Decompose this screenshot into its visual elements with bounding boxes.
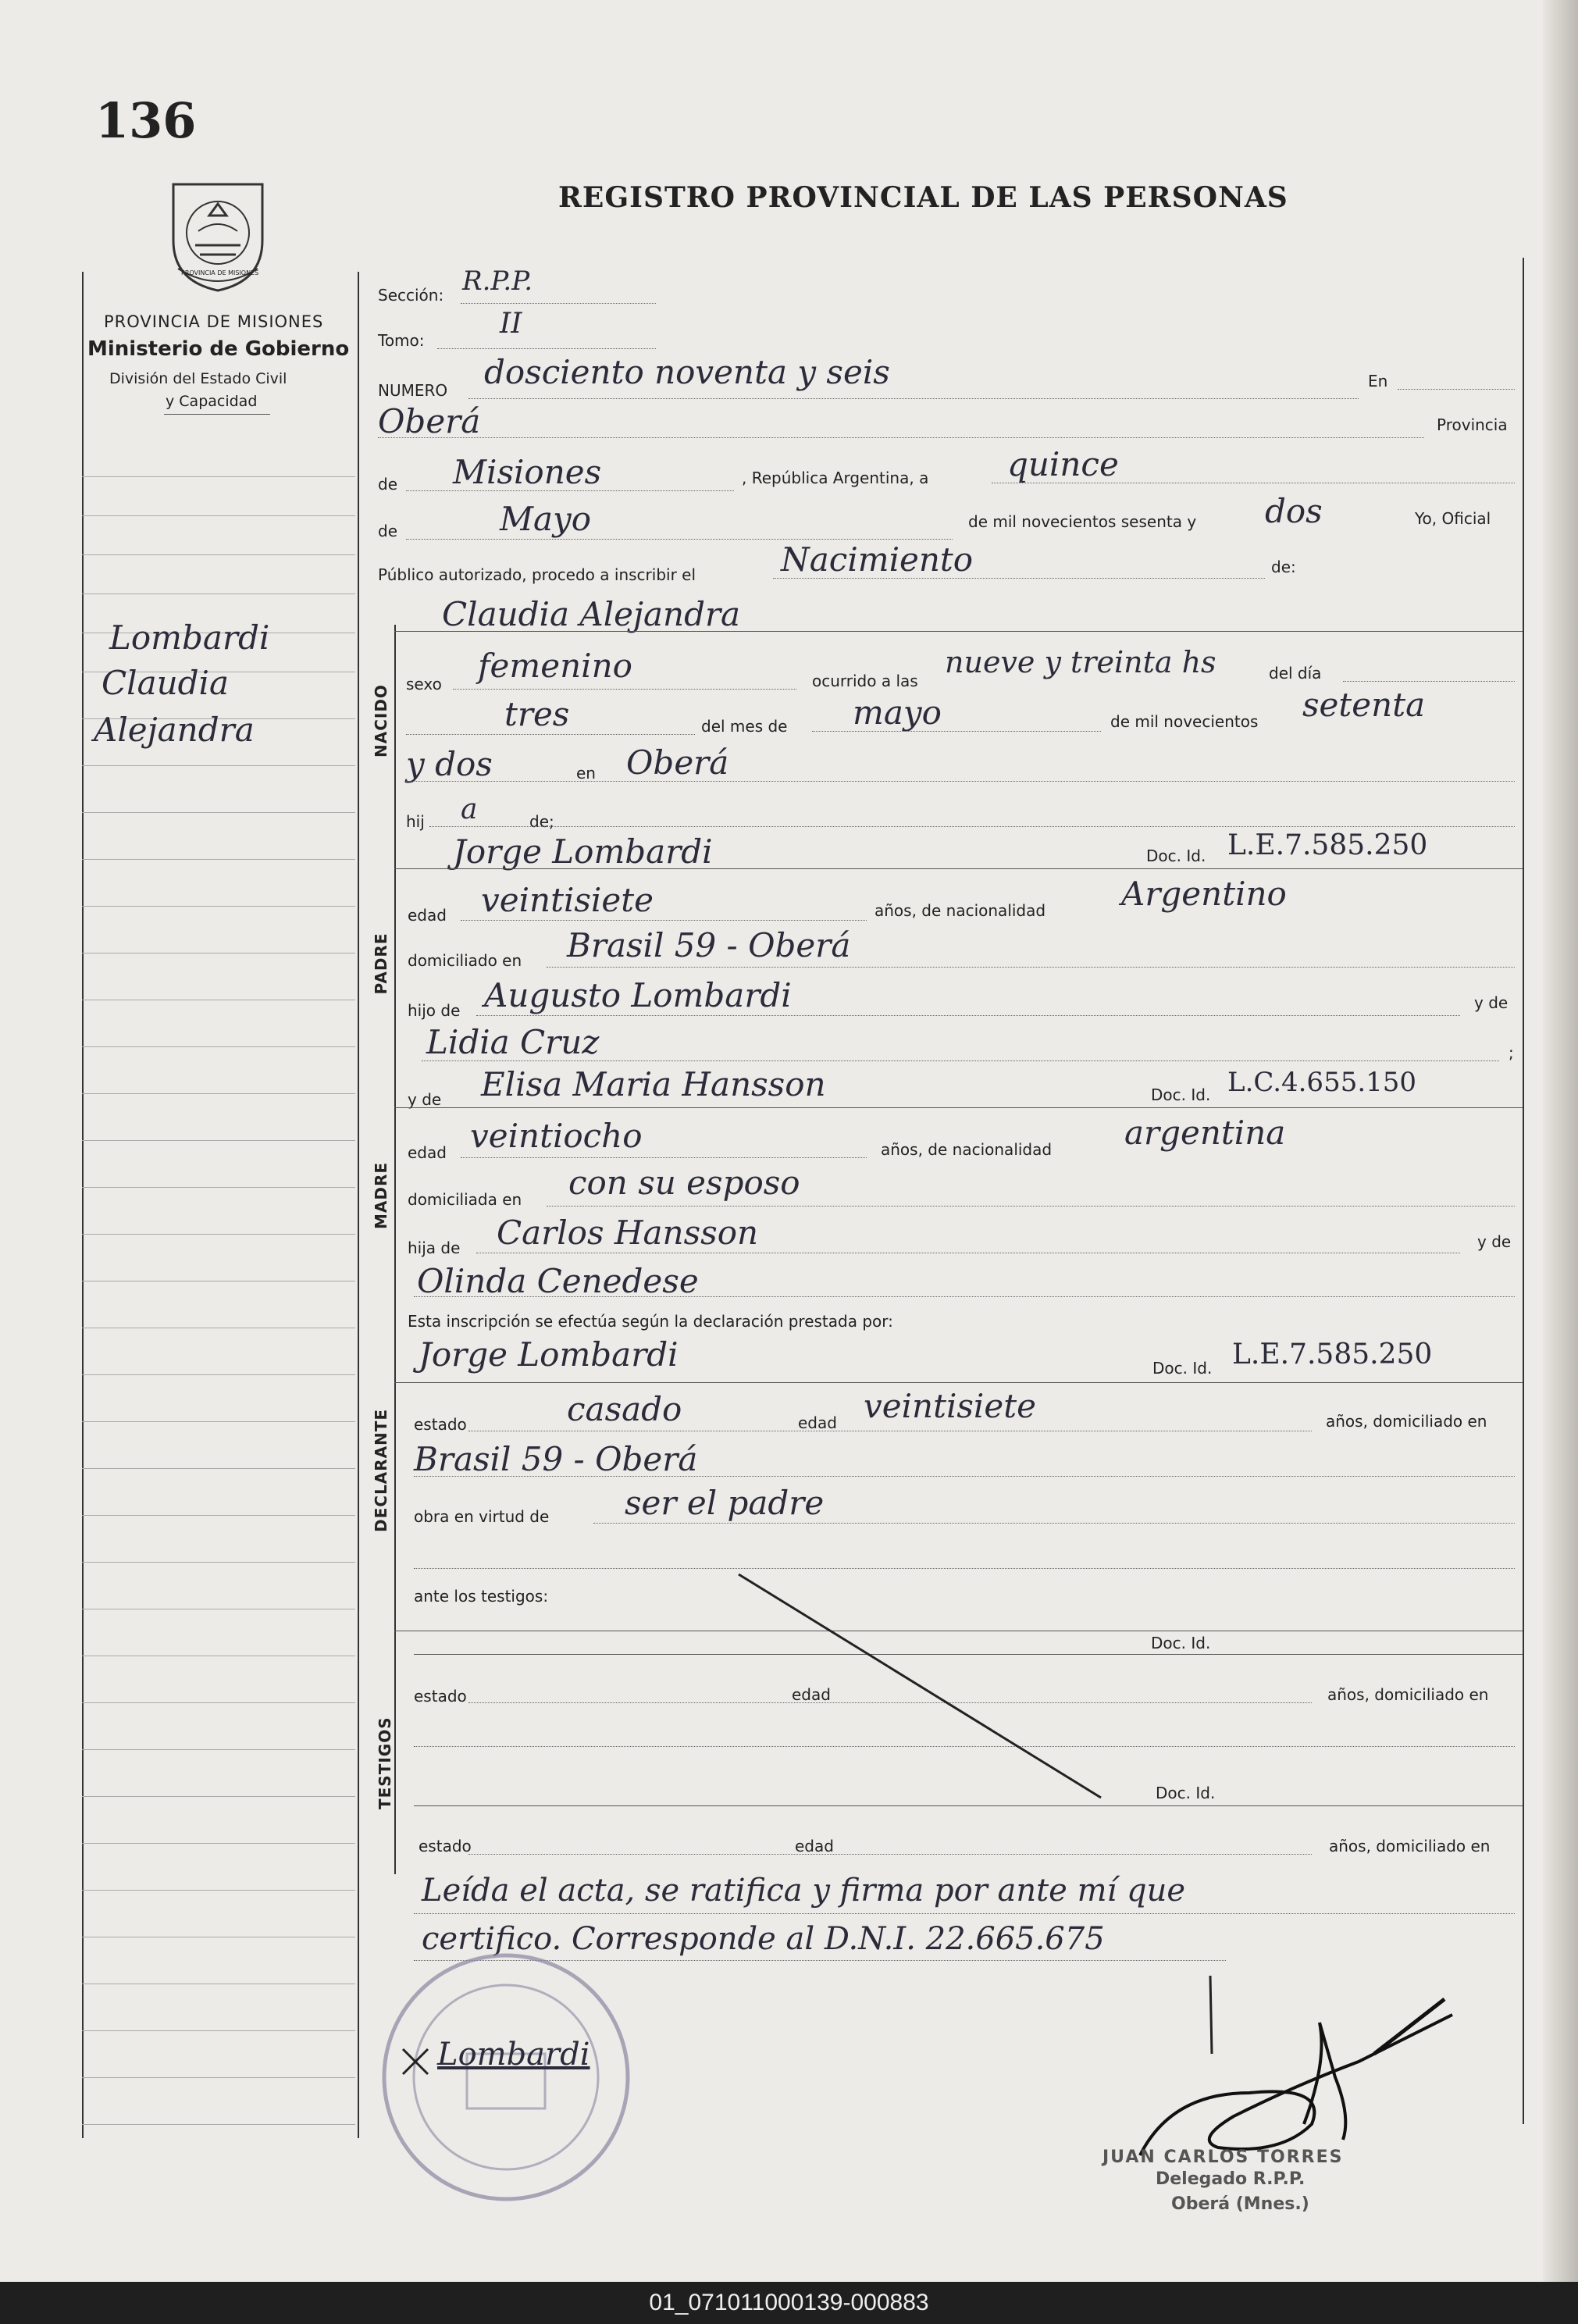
doc-id-label-3: Doc. Id.	[1152, 1359, 1213, 1378]
edad-label-decl: edad	[798, 1413, 837, 1432]
madre-nacionalidad: argentina	[1124, 1114, 1286, 1152]
de-semi-label: de;	[529, 812, 554, 831]
edad-label-madre: edad	[408, 1143, 447, 1162]
padre-hijo-de: Augusto Lombardi	[484, 976, 792, 1014]
margin-note-name1: Claudia	[102, 664, 230, 702]
obra-label: obra en virtud de	[414, 1507, 550, 1526]
tomo-value: II	[500, 308, 522, 340]
edad-label-padre: edad	[408, 906, 447, 925]
issuer-capacidad: y Capacidad	[166, 393, 258, 410]
declarante-edad: veintisiete	[864, 1387, 1036, 1425]
margin-left-rule	[82, 272, 84, 2138]
madre-edad-line	[461, 1157, 867, 1158]
ocurrido-label: ocurrido a las	[812, 672, 918, 690]
nacido-padre-doc: L.E.7.585.250	[1227, 829, 1428, 861]
anos-dom-label-t2: años, domiciliado en	[1329, 1837, 1491, 1855]
en2-label: en	[576, 764, 596, 782]
cierre-line1-rule	[414, 1913, 1515, 1914]
page-number: 136	[95, 92, 197, 149]
provincia-line	[406, 490, 734, 491]
testigo2-doc-line	[414, 1805, 1523, 1806]
declarante-domicilio: Brasil 59 - Oberá	[414, 1440, 698, 1478]
declarante-firma-mark	[400, 2046, 431, 2077]
oficial-nombre: JUAN CARLOS TORRES	[1102, 2148, 1344, 2167]
declarante-obra: ser el padre	[625, 1484, 825, 1522]
issuer-division: División del Estado Civil	[109, 370, 287, 387]
de-colon-label: de:	[1271, 558, 1296, 576]
padre-nacionalidad: Argentino	[1121, 875, 1287, 913]
section-bar-nacido	[394, 625, 396, 1874]
sexo-line	[453, 689, 796, 690]
madre-y-de: Olinda Cenedese	[417, 1262, 699, 1300]
issuer-ministry: Ministerio de Gobierno	[87, 337, 350, 361]
padre-hijo-line	[476, 1015, 1460, 1016]
coat-of-arms-label: PROVINCIA DE MISIONES	[181, 269, 259, 276]
madre-domicilio-line	[547, 1206, 1515, 1207]
seccion-line	[461, 303, 656, 304]
padre-domicilio-line	[547, 967, 1515, 968]
section-madre-label: MADRE	[372, 1161, 390, 1229]
issuer-underline	[164, 414, 270, 415]
anos-dom-label-decl: años, domiciliado en	[1326, 1412, 1487, 1431]
declarante-section-line	[394, 1382, 1523, 1383]
de-mil2-label: de mil novecientos	[1110, 712, 1259, 731]
padre-edad-line	[461, 920, 867, 921]
republica-label: , República Argentina, a	[742, 469, 929, 487]
declarante-firma: Lombardi	[437, 2037, 590, 2073]
lugar-value: Oberá	[378, 402, 481, 440]
yo-oficial-label: Yo, Oficial	[1415, 509, 1491, 528]
numero-line	[468, 398, 1359, 399]
nacido-anio-b: y dos	[406, 745, 493, 783]
domiciliada-label: domiciliada en	[408, 1190, 522, 1209]
anos-nac-label-madre: años, de nacionalidad	[881, 1140, 1053, 1159]
anio-inscripcion-value: dos	[1265, 492, 1323, 530]
padre-y-de: Lidia Cruz	[426, 1023, 600, 1061]
anos-nac-label-padre: años, de nacionalidad	[874, 901, 1046, 920]
issuer-province: PROVINCIA DE MISIONES	[104, 312, 324, 331]
nacido-padre-nombre: Jorge Lombardi	[453, 832, 713, 871]
oficial-lugar: Oberá (Mnes.)	[1171, 2194, 1309, 2214]
provincia-value: Misiones	[453, 453, 602, 491]
de-mil-label: de mil novecientos sesenta y	[968, 512, 1197, 531]
del-dia-label: del día	[1269, 664, 1322, 683]
domiciliado-label: domiciliado en	[408, 951, 522, 970]
sexo-label: sexo	[406, 675, 442, 693]
testigo2-estado-line	[468, 1854, 1312, 1855]
section-testigos-label: TESTIGOS	[376, 1716, 394, 1809]
numero-value: dosciento noventa y seis	[484, 353, 890, 391]
registry-seal-stamp	[373, 1944, 639, 2210]
declarante-estado: casado	[567, 1390, 682, 1428]
document-title: REGISTRO PROVINCIAL DE LAS PERSONAS	[558, 181, 1288, 214]
ante-testigos-label: ante los testigos:	[414, 1587, 549, 1606]
seccion-value: R.P.P.	[462, 266, 533, 297]
madre-domicilio: con su esposo	[568, 1164, 800, 1202]
acto-line	[773, 578, 1265, 579]
padre-section-line	[394, 868, 1523, 869]
margin-note-surname: Lombardi	[109, 618, 270, 657]
body-right-rule	[1523, 258, 1524, 2124]
nacido-lugar: Oberá	[626, 743, 729, 782]
nacido-lugar-line	[406, 781, 1515, 782]
mes-inscripcion-line	[406, 539, 953, 540]
y-de-label-madre: y de	[1477, 1232, 1512, 1251]
oficial-cargo: Delegado R.P.P.	[1156, 2169, 1306, 2189]
edad-label-t1: edad	[792, 1685, 831, 1704]
seccion-label: Sección:	[378, 286, 444, 305]
de-label-2: de	[378, 522, 397, 540]
hij-label: hij	[406, 812, 425, 831]
cierre-line2: certifico. Corresponde al D.N.I. 22.665.675	[422, 1921, 1105, 1957]
nacido-mes: mayo	[853, 693, 942, 732]
estado-label-t1: estado	[414, 1687, 467, 1706]
estado-label-decl: estado	[414, 1415, 467, 1434]
madre-hija-de: Carlos Hansson	[497, 1214, 759, 1252]
page-edge	[1543, 0, 1578, 2282]
hijo-de-label: hijo de	[408, 1001, 461, 1020]
esta-inscripcion-label: Esta inscripción se efectúa según la declaración prestada por:	[408, 1312, 893, 1331]
cancel-diagonal-line	[734, 1570, 1109, 1804]
nacido-sexo: femenino	[478, 647, 632, 685]
anos-dom-label-t1: años, domiciliado en	[1327, 1685, 1489, 1704]
de-label-1: de	[378, 475, 397, 494]
dia-line	[1343, 681, 1515, 682]
margin-note-name2: Alejandra	[94, 711, 255, 749]
section-padre-label: PADRE	[372, 932, 390, 995]
section-nacido-label: NACIDO	[372, 684, 390, 757]
mes-line	[812, 731, 1101, 732]
doc-id-label-1: Doc. Id.	[1146, 847, 1206, 865]
doc-id-label-5: Doc. Id.	[1156, 1784, 1216, 1802]
en-label: En	[1368, 372, 1388, 390]
padre-madre-doc: L.C.4.655.150	[1227, 1067, 1417, 1098]
nacido-nombre: Claudia Alejandra	[442, 595, 741, 633]
edad-label-t2: edad	[795, 1837, 834, 1855]
en-line	[1398, 389, 1515, 390]
madre-section-line	[394, 1107, 1523, 1108]
padre-madre-nombre: Elisa Maria Hansson	[481, 1065, 826, 1103]
nacido-hora: nueve y treinta hs	[945, 645, 1216, 679]
tomo-line	[437, 348, 656, 349]
hij-line	[429, 826, 1515, 827]
estado-label-t2: estado	[419, 1837, 472, 1855]
declarante-obra-line	[593, 1523, 1515, 1524]
y-de-label-padre: y de	[1474, 993, 1509, 1012]
cierre-line1: Leída el acta, se ratifica y firma por ante mí que	[422, 1873, 1186, 1909]
nacido-dia: tres	[504, 695, 570, 733]
madre-y-de-line	[414, 1296, 1515, 1297]
section-declarante-label: DECLARANTE	[372, 1408, 390, 1532]
y-de-label-madre-nombre: y de	[408, 1090, 442, 1109]
margin-right-rule	[358, 272, 359, 2138]
numero-label: NUMERO	[378, 381, 448, 400]
declarante-nombre: Jorge Lombardi	[419, 1335, 679, 1374]
declarante-domicilio-line	[414, 1476, 1515, 1477]
semicolon-label: ;	[1509, 1043, 1514, 1062]
publico-label: Público autorizado, procedo a inscribir el	[378, 565, 696, 584]
del-mes-label: del mes de	[701, 717, 788, 736]
hij-suffix: a	[461, 793, 478, 825]
dia-inscripcion-value: quince	[1007, 445, 1119, 483]
declarante-blank-line	[414, 1568, 1515, 1569]
nacido-nombre-line	[394, 631, 1523, 632]
nacido-anio-a: setenta	[1302, 686, 1426, 724]
madre-edad: veintiocho	[470, 1117, 643, 1155]
declarante-doc: L.E.7.585.250	[1232, 1338, 1433, 1371]
padre-y-de-line	[422, 1060, 1499, 1061]
dia2-line	[406, 734, 695, 735]
provincia-label: Provincia	[1437, 415, 1508, 434]
padre-edad: veintisiete	[481, 881, 654, 919]
hija-de-label: hija de	[408, 1239, 461, 1257]
doc-id-label-4: Doc. Id.	[1151, 1634, 1211, 1652]
image-caption: 01_071011000139-000883	[0, 2282, 1578, 2324]
lugar-line	[378, 437, 1424, 438]
padre-domicilio: Brasil 59 - Oberá	[567, 926, 851, 964]
mes-inscripcion-value: Mayo	[500, 500, 592, 538]
acto-value: Nacimiento	[781, 540, 974, 579]
doc-id-label-2: Doc. Id.	[1151, 1085, 1211, 1104]
tomo-label: Tomo:	[378, 331, 425, 350]
